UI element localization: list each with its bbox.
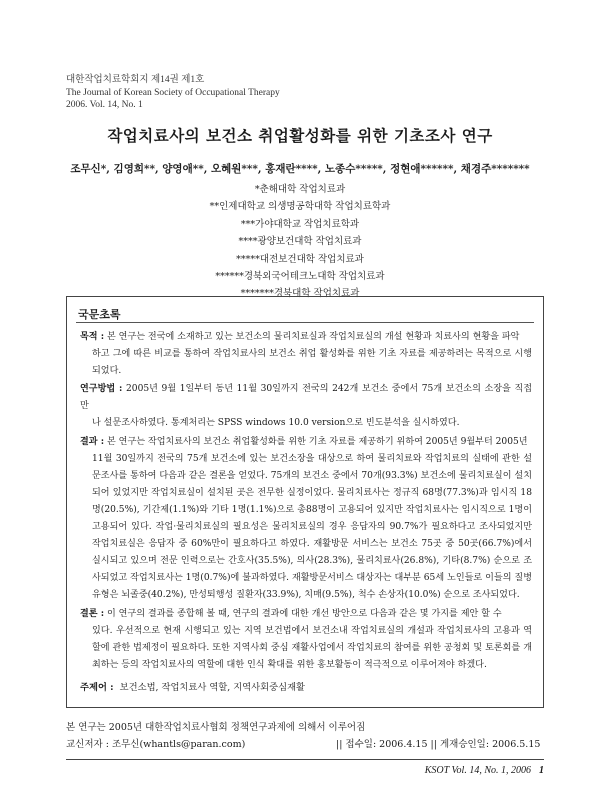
abstract-method [80, 380, 532, 415]
journal-header [66, 74, 280, 112]
submission-dates: || 접수일: 2006.4.15 || 게재승인일: 2006.5.15 [336, 739, 541, 750]
page-footer [425, 765, 544, 776]
conclusion-label: 결론 : [80, 607, 105, 619]
affiliation-7: *******경북대학 작업치료과 [240, 288, 360, 300]
paper-title: 작업치료사의 보건소 취업활성화를 위한 기초조사 연구 [107, 126, 493, 145]
conclusion-text-rest: 있다. 우선적으로 현재 시행되고 있는 지역 보건법에서 보건소내 작업치료실의 개설과 작업치료사의 고용과 역할에 관한 법제정이 필요하다. 또한 지역사회 중심 재활사업에서 작업치료의 참여를 위한 공청회 및 토론회를 개최하는 등의 작업치료사의 역할에 대한 인식 확대를 위한 홍보활동이 적극적으로 이루어져야 하겠다. [92, 625, 532, 670]
page-number: 1 [539, 765, 544, 776]
abstract-body [80, 328, 532, 674]
keywords [80, 679, 305, 693]
affiliation-2: **인제대학교 의생명공학대학 작업치료학과 [209, 201, 391, 213]
affiliation-list [0, 181, 600, 303]
abstract-divider [76, 322, 534, 323]
affiliation-3: ***가야대학교 작업치료학과 [240, 218, 360, 230]
abstract-conclusion [80, 605, 532, 623]
funding-note: 본 연구는 2005년 대한작업치료사협회 정책연구과제에 의해서 이루어짐 [66, 722, 366, 733]
method-label: 연구방법 : [80, 383, 123, 395]
journal-english-name: The Journal of Korean Society of Occupational Therapy [66, 87, 280, 98]
footer-citation: KSOT Vol. 14, No. 1, 2006 [424, 765, 531, 776]
corresponding-author: 교신저자 : 조무신(whantls@paran.com) [66, 739, 246, 750]
journal-korean-name: 대한작업치료학회지 제14권 제1호 [66, 75, 205, 85]
purpose-label: 목적 : [80, 331, 105, 342]
author-list: 조무신*, 김영희**, 양영애**, 오혜원***, 홍재란****, 노종수*****, 정현애******, 채경주******* [70, 163, 530, 175]
keywords-text: 보건소법, 작업치료사 역할, 지역사회중심재활 [119, 682, 306, 693]
abstract-purpose [80, 328, 532, 346]
affiliation-1: *춘해대학 작업치료과 [254, 184, 346, 195]
affiliation-4: ****광양보건대학 작업치료과 [238, 236, 362, 248]
keywords-label: 주제어 : [80, 682, 114, 693]
affiliation-6: ******경북외국어테크노대학 작업치료과 [215, 271, 385, 283]
footer-divider [66, 759, 544, 760]
method-text-rest: 나 설문조사하였다. 통계처리는 SPSS windows 10.0 version으로 빈도분석을 실시하였다. [92, 418, 460, 429]
abstract-result [80, 433, 532, 451]
purpose-text-first: 본 연구는 전국에 소재하고 있는 보건소의 물리치료실과 작업치료실의 개설 현황과 치료사의 현황을 파악 [104, 332, 520, 342]
journal-volume: 2006. Vol. 14, No. 1 [66, 100, 143, 110]
purpose-text-rest: 하고 그에 따른 비교를 통하여 작업치료사의 보건소 취업 활성화를 위한 기초 자료를 제공하려는 목적으로 시행되었다. [92, 349, 532, 377]
conclusion-text-first: 이 연구의 결과를 종합해 볼 때, 연구의 결과에 대한 개선 방안으로 다음과 같은 몇 가지를 제안 할 수 [104, 608, 502, 619]
result-label: 결과 : [80, 435, 105, 447]
abstract-heading: 국문초록 [78, 308, 121, 321]
result-text-first: 본 연구는 작업치료사의 보건소 취업활성화를 위한 기초 자료를 제공하기 위하여 2005년 9월부터 2005년 [104, 436, 528, 447]
method-text-first: 2005년 9월 1일부터 동년 11월 30일까지 전국의 242개 보건소 중에서 75개 보건소의 소장을 직접 만 [80, 384, 533, 412]
result-text-rest: 11월 30일까지 전국의 75개 보건소에 있는 보건소장을 대상으로 하여 물리치료와 작업치료의 실태에 관한 설문조사를 통하여 다음과 같은 결론을 얻었다. 75개의 보건소 중에서 70개(93.3%) 보건소에 물리치료실이 설치되어 있었지만 작업치료실이 설치된 곳은 전무한 실정이었다. 물리치료사는 정규직 68명(77.3%)과 임시직 18명(20.5%), 기간제(1.1%)와 기타 1명(1.1%)으로 총88명이 고용되어 있지만 작업치료사는 임시직으로 1명이 고용되어 있다. 작업·물리치료실의 필요성은 물리치료실의 경우 응답자의 90.7%가 필요하다고 조사되었지만 작업치료실은 응답자 중 60%만이 필요하다고 하였다. 재활방문 서비스는 보건소 75곳 중 50곳(66.7%)에서 실시되고 있으며 전문 인력으로는 간호사(35.5%), 의사(28.3%), 물리치료사(26.8%), 기타(8.7%) 순으로 조사되었고 작업치료사는 1명(0.7%)에 불과하였다. 재활방문서비스 대상자는 대부분 65세 노인들로 이들의 질병유형은 뇌졸중(40.2%), 만성퇴행성 질환자(33.9%), 치매(9.5%), 척수 손상자(10.0%) 순으로 조사되었다. [92, 453, 532, 601]
correspondence-line [66, 736, 546, 750]
affiliation-5: *****대전보건대학 작업치료과 [236, 253, 364, 265]
